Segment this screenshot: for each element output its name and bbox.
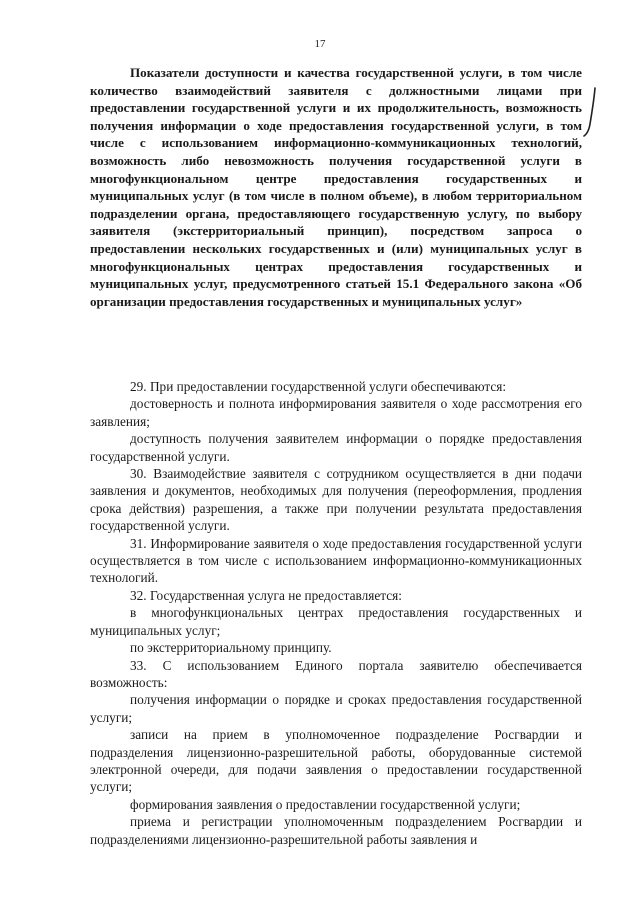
paragraph-33-item-3: формирования заявления о предоставлении государственной услуги; <box>130 796 521 812</box>
paragraph-29-item-2: доступность получения заявителем информации о порядке предоставления государственной услуги. <box>90 431 582 464</box>
paragraph-33-item-4: приема и регистрации уполномоченным подразделением Росгвардии и подразделениями лицензионно-разрешительной работы заявления и <box>90 814 582 847</box>
paragraph-32: 32. Государственная услуга не предоставляется: <box>130 587 402 603</box>
paragraph-33: 33. С использованием Единого портала заявителю обеспечивается возможность: <box>90 657 582 690</box>
paragraph-29-item-1: достоверность и полнота информирования заявителя о ходе рассмотрения его заявления; <box>90 396 582 429</box>
paragraph-32-item-2: по экстерриториальному принципу. <box>130 640 332 656</box>
paragraph-32-item-1: в многофункциональных центрах предоставления государственных и муниципальных услуг; <box>90 605 582 638</box>
section-heading: Показатели доступности и качества государственной услуги, в том числе количество взаимодействий заявителя с должностными лицами при предоставлении государственной услуги и их продолжительность, возможность получения информации о ходе предоставления государственной услуги, в том числе с использованием информационно-коммуникационных технологий, возможность либо невозможность получения государственной услуги в многофункциональном центре предоставления государственных и муниципальных услуг (в том числе в полном объеме), в любом территориальном подразделении органа, предоставляющего государственную услугу, по выбору заявителя (экстерриториальный принцип), посредством запроса о предоставлении нескольких государственных и (или) муниципальных услуг в многофункциональных центрах предоставления государственных и муниципальных услуг, предусмотренного статьей 15.1 Федерального закона «Об организации предоставления государственных и муниципальных услуг» <box>90 65 582 309</box>
paragraph-29: 29. При предоставлении государственной услуги обеспечиваются: <box>130 379 507 394</box>
paragraph-33-item-2: записи на прием в уполномоченное подразделение Росгвардии и подразделения лицензионно-разрешительной работы, оборудованные системой электронной очереди, для подачи заявления о предоставлении государственной услуги; <box>90 727 582 795</box>
paragraph-30: 30. Взаимодействие заявителя с сотрудником осуществляется в дни подачи заявления и документов, необходимых для получения (переоформления, продления срока действия) разрешения, а также при получении результата предоставления государственной услуги. <box>90 466 582 534</box>
handwritten-check-mark <box>583 86 599 138</box>
document-body <box>90 378 582 848</box>
paragraph-31: 31. Информирование заявителя о ходе предоставления государственной услуги осуществляется в том числе с использованием информационно-коммуникационных технологий. <box>90 535 582 586</box>
paragraph-33-item-1: получения информации о порядке и сроках предоставления государственной услуги; <box>90 692 582 725</box>
page-number: 17 <box>314 38 326 50</box>
